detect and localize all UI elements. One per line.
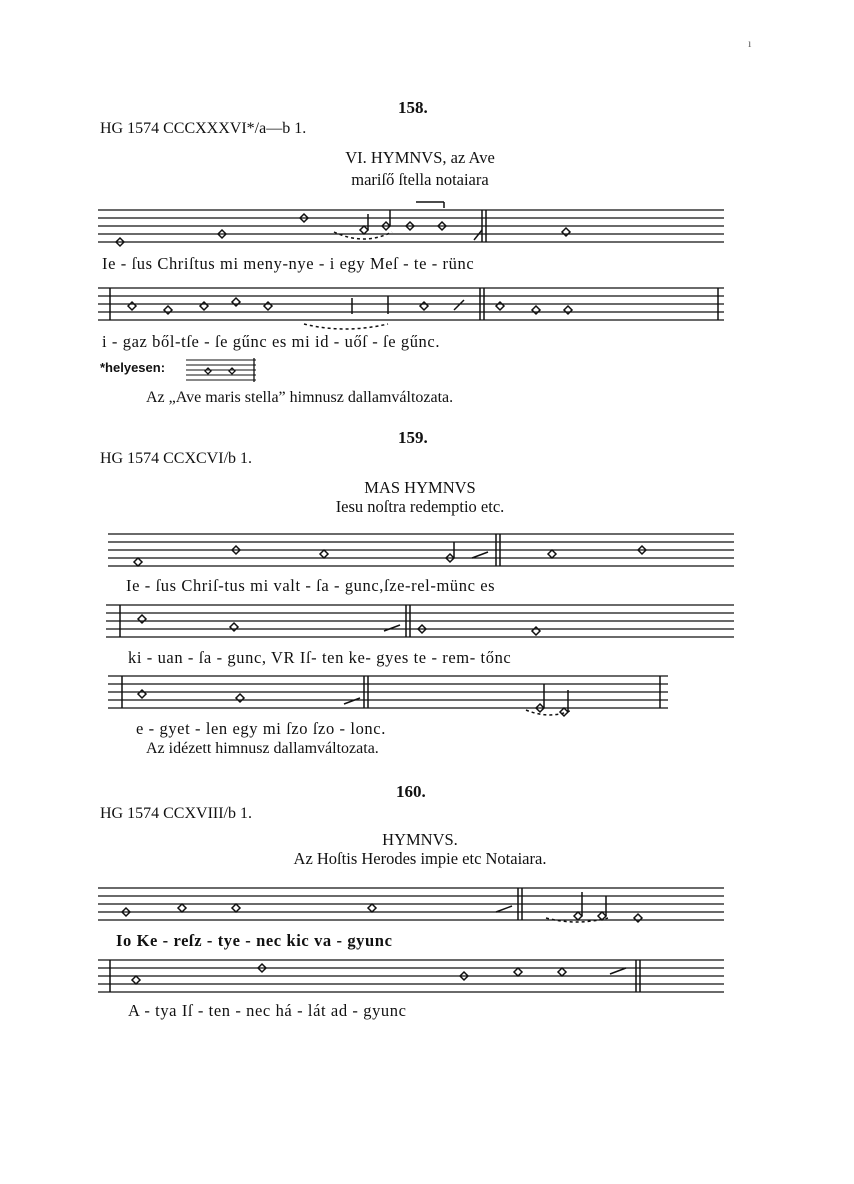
lyrics-line: i - gaz ből-tſe - ſe gűnc es mi id - uőſ - ſe gűnc. [102,332,441,351]
music-staff [108,676,668,716]
song-source: HG 1574 CCXVIII/b 1. [100,805,252,822]
caption: Az „Ave maris stella” himnusz dallamváltozata. [146,389,454,406]
music-staff [106,605,734,645]
music-staff [108,534,734,574]
song-number: 159. [398,428,428,447]
correction-label: *helyesen: [100,360,166,375]
caption: Az idézett himnusz dallamváltozata. [146,740,379,757]
corner-mark: ı [748,36,752,50]
lyrics-line: Io Ke - reſz - tye - nec kic va - gyunc [116,931,393,950]
music-staff [98,960,724,1000]
music-staff [98,888,724,928]
lyrics-line: ki - uan - ſa - gunc, VR Iſ- ten ke- gyes te - rem- tőnc [128,648,512,667]
song-source: HG 1574 CCXCVI/b 1. [100,450,253,467]
song-title-line-1: MAS HYMNVS [364,478,476,497]
lyrics-line: Ie - ſus Chriſtus mi meny-nye - i egy Meſ - te - rünc [102,254,475,273]
song-title-line-1: VI. HYMNVS, az Ave [345,148,495,167]
music-staff [98,210,724,250]
song-number: 160. [396,782,426,801]
song-title-line-2: Iesu noſtra redemptio etc. [335,497,505,516]
song-title-line-2: mariſő ſtella notaiara [351,170,489,189]
correction-staff [186,358,258,382]
song-title-line-1: HYMNVS. [382,830,458,849]
music-staff [98,288,724,328]
song-source: HG 1574 CCCXXXVI*/a—b 1. [100,120,307,137]
lyrics-line: e - gyet - len egy mi ſzo ſzo - lonc. [136,719,386,738]
lyrics-line: Ie - ſus Chriſ-tus mi valt - ſa - gunc,ſze-rel-münc es [126,576,496,595]
song-number: 158. [398,98,428,117]
song-title-line-2: Az Hoſtis Herodes impie etc Notaiara. [293,849,547,868]
lyrics-line: A - tya Iſ - ten - nec há - lát ad - gyunc [128,1001,407,1020]
